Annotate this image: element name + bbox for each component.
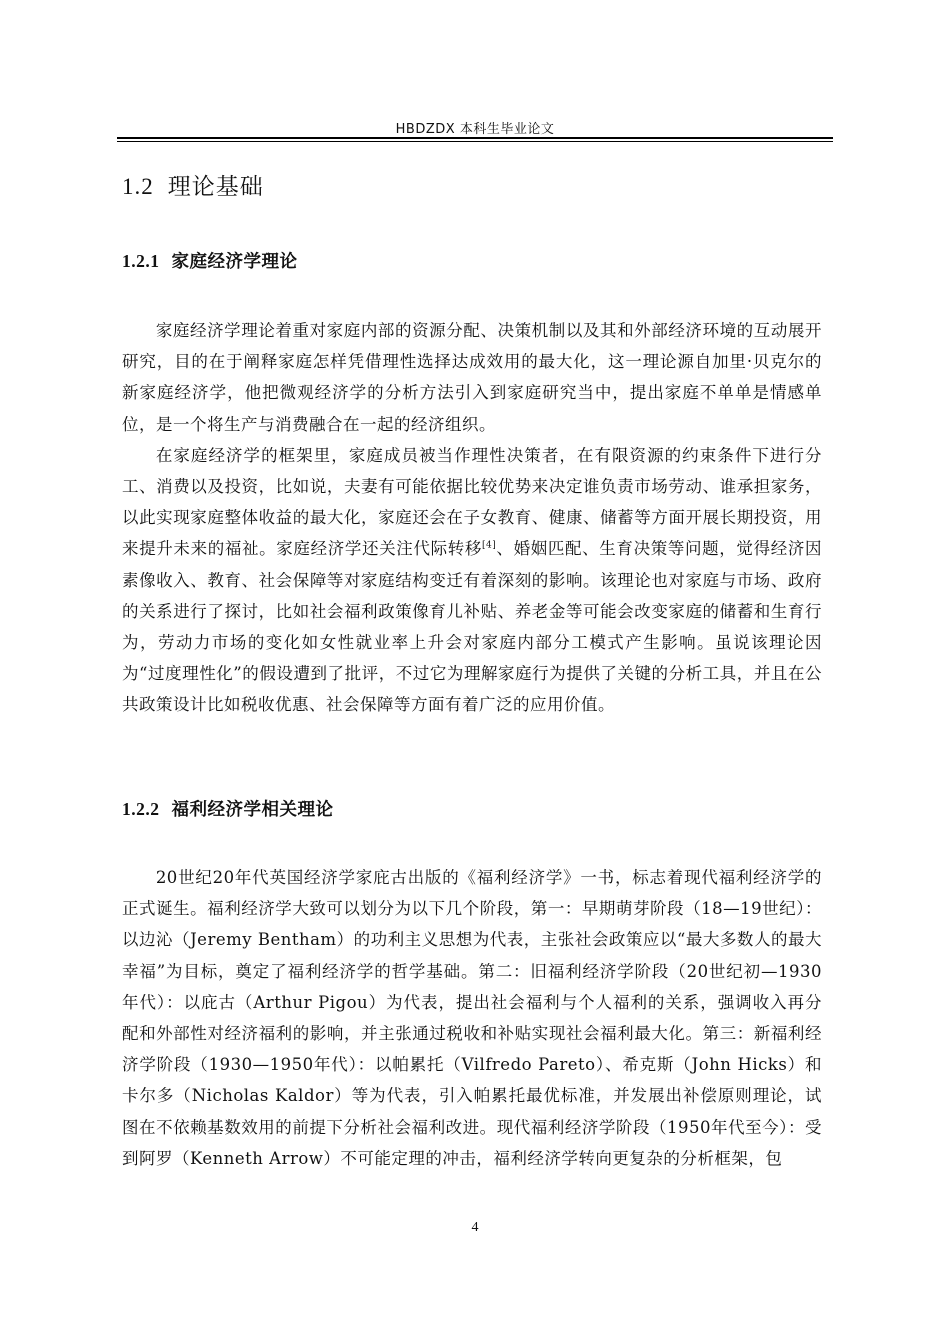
subsection-heading-2 (122, 796, 334, 821)
subsection-title-2: 福利经济学相关理论 (171, 800, 334, 820)
running-header: HBDZDX 本科生毕业论文 (395, 122, 555, 137)
header-rule-thin (117, 141, 833, 142)
paragraph-welfare-economics: 20世纪20年代英国经济学家庇古出版的《福利经济学》一书，标志着现代福利经济学的正式诞生。福利经济学大致可以划分为以下几个阶段，第一：早期萌芽阶段（18—19世纪）：以边沁（Jeremy Bentham）的功利主义思想为代表，主张社会政策应以“最大多数人的最大幸福”为目标，奠定了福利经济学的哲学基础。第二：旧福利经济学阶段（20世纪初—1930年代）：以庇古（Arthur Pigou）为代表，提出社会福利与个人福利的关系，强调收入再分配和外部性对经济福利的影响，并主张通过税收和补贴实现社会福利最大化。第三：新福利经济学阶段（1930—1950年代）：以帕累托（Vilfredo Pareto）、希克斯（John Hicks）和卡尔多（Nicholas Kaldor）等为代表，引入帕累托最优标准，并发展出补偿原则理论，试图在不依赖基数效用的前提下分析社会福利改进。现代福利经济学阶段（1950年代至今）：受到阿罗（Kenneth Arrow）不可能定理的冲击，福利经济学转向更复杂的分析框架，包 (122, 868, 822, 1168)
paragraph-family-economics-1: 家庭经济学理论着重对家庭内部的资源分配、决策机制以及其和外部经济环境的互动展开研究，目的在于阐释家庭怎样凭借理性选择达成效用的最大化，这一理论源自加里·贝克尔的新家庭经济学，他把微观经济学的分析方法引入到家庭研究当中，提出家庭不单单是情感单位，是一个将生产与消费融合在一起的经济组织。 (122, 321, 822, 434)
subsection-heading-1 (122, 248, 298, 273)
subsection-title-1: 家庭经济学理论 (171, 252, 298, 272)
section-heading (122, 168, 264, 201)
paragraph-text-before-citation: 在家庭经济学的框架里，家庭成员被当作理性决策者，在有限资源的约束条件下进行分工、消费以及投资，比如说，夫妻有可能依据比较优势来决定谁负责市场劳动、谁承担家务，以此实现家庭整体收益的最大化，家庭还会在子女教育、健康、储蓄等方面开展长期投资，用来提升未来的福祉。家庭经济学还关注代际转移 (122, 445, 822, 559)
subsection-number-2: 1.2.2 (122, 799, 160, 819)
page-number: 4 (471, 1220, 479, 1235)
section-title: 理论基础 (167, 174, 264, 200)
citation-reference: [4] (482, 540, 497, 551)
paragraph-text-after-citation: 、婚姻匹配、生育决策等问题，觉得经济因素像收入、教育、社会保障等对家庭结构变迁有着深刻的影响。该理论也对家庭与市场、政府的关系进行了探讨，比如社会福利政策像育儿补贴、养老金等可能会改变家庭的储蓄和生育行为，劳动力市场的变化如女性就业率上升会对家庭内部分工模式产生影响。虽说该理论因为“过度理性化”的假设遭到了批评，不过它为理解家庭行为提供了关键的分析工具，并且在公共政策设计比如税收优惠、社会保障等方面有着广泛的应用价值。 (122, 539, 823, 715)
paragraph-family-economics-2 (122, 440, 822, 721)
section-number: 1.2 (122, 174, 154, 199)
header-rule (117, 137, 833, 139)
subsection-number-1: 1.2.1 (122, 251, 160, 271)
